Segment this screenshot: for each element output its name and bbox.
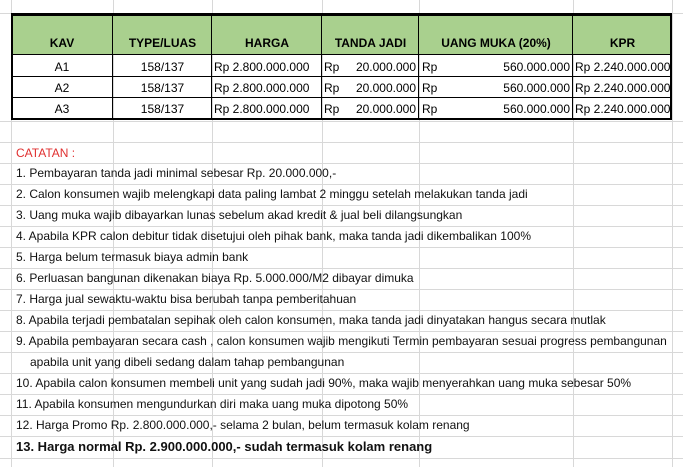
cell-kpr[interactable]: Rp 2.240.000.000 xyxy=(575,81,671,95)
cell-uang-muka[interactable]: 560.000.000 xyxy=(503,81,570,95)
note-item[interactable]: 2. Calon konsumen wajib melengkapi data paling lambat 2 minggu setelah melakukan tanda jadi xyxy=(16,187,528,201)
cell-um-currency[interactable]: Rp xyxy=(422,102,438,116)
cell-kav[interactable]: A1 xyxy=(54,60,70,74)
cell-um-currency[interactable]: Rp xyxy=(422,60,438,74)
note-item[interactable]: 3. Uang muka wajib dibayarkan lunas sebelum akad kredit & jual beli dilangsungkan xyxy=(16,208,463,222)
cell-um-currency[interactable]: Rp xyxy=(422,81,438,95)
note-item[interactable]: 9. Apabila pembayaran secara cash , calon konsumen wajib mengikuti Termin pembayaran sesuai progress pembangunan xyxy=(16,334,667,348)
cell-tanda-jadi[interactable]: 20.000.000 xyxy=(355,81,416,95)
header-uang-muka[interactable]: UANG MUKA (20%) xyxy=(441,36,551,50)
price-table xyxy=(11,13,672,120)
cell-type[interactable]: 158/137 xyxy=(140,60,185,74)
cell-kpr[interactable]: Rp 2.240.000.000 xyxy=(575,60,671,74)
cell-type[interactable]: 158/137 xyxy=(140,81,185,95)
header-type-luas[interactable]: TYPE/LUAS xyxy=(128,36,197,50)
cell-tanda-currency[interactable]: Rp xyxy=(324,102,340,116)
note-item[interactable]: 12. Harga Promo Rp. 2.800.000.000,- selama 2 bulan, belum termasuk kolam renang xyxy=(16,418,470,432)
note-item[interactable]: 7. Harga jual sewaktu-waktu bisa berubah tanpa pemberitahuan xyxy=(16,292,357,306)
cell-uang-muka[interactable]: 560.000.000 xyxy=(503,60,570,74)
header-harga[interactable]: HARGA xyxy=(245,36,289,50)
cell-kav[interactable]: A3 xyxy=(54,102,70,116)
note-item[interactable]: 8. Apabila terjadi pembatalan sepihak oleh calon konsumen, maka tanda jadi dinyatakan hangus secara mutlak xyxy=(16,313,606,327)
cell-harga[interactable]: Rp 2.800.000.000 xyxy=(214,60,310,74)
cell-uang-muka[interactable]: 560.000.000 xyxy=(503,102,570,116)
note-item-highlight[interactable]: 13. Harga normal Rp. 2.900.000.000,- sudah termasuk kolam renang xyxy=(16,439,433,454)
note-item[interactable]: 4. Apabila KPR calon debitur tidak disetujui oleh pihak bank, maka tanda jadi dikembalikan 100% xyxy=(16,229,531,243)
cell-kpr[interactable]: Rp 2.240.000.000 xyxy=(575,102,671,116)
cell-tanda-jadi[interactable]: 20.000.000 xyxy=(355,102,416,116)
cell-tanda-jadi[interactable]: 20.000.000 xyxy=(355,60,416,74)
cell-tanda-currency[interactable]: Rp xyxy=(324,60,340,74)
cell-kav[interactable]: A2 xyxy=(54,81,70,95)
note-item[interactable]: 6. Perluasan bangunan dikenakan biaya Rp. 5.000.000/M2 dibayar dimuka xyxy=(16,271,414,285)
note-item[interactable]: 1. Pembayaran tanda jadi minimal sebesar Rp. 20.000.000,- xyxy=(16,166,337,180)
header-tanda-jadi[interactable]: TANDA JADI xyxy=(334,36,407,50)
note-item[interactable]: 5. Harga belum termasuk biaya admin bank xyxy=(16,250,249,264)
notes-title[interactable]: CATATAN : xyxy=(16,146,76,160)
cell-harga[interactable]: Rp 2.800.000.000 xyxy=(214,81,310,95)
note-item-continuation[interactable]: apabila unit yang dibeli sedang dalam tahap pembangunan xyxy=(30,355,345,369)
note-item[interactable]: 11. Apabila konsumen mengundurkan diri maka uang muka dipotong 50% xyxy=(16,397,409,411)
cell-tanda-currency[interactable]: Rp xyxy=(324,81,340,95)
header-kpr[interactable]: KPR xyxy=(609,36,636,50)
note-item[interactable]: 10. Apabila calon konsumen membeli unit yang sudah jadi 90%, maka wajib menyerahkan uang muka sebesar 50% xyxy=(16,376,632,390)
cell-type[interactable]: 158/137 xyxy=(140,102,185,116)
cell-harga[interactable]: Rp 2.800.000.000 xyxy=(214,102,310,116)
header-kav[interactable]: KAV xyxy=(49,36,75,50)
